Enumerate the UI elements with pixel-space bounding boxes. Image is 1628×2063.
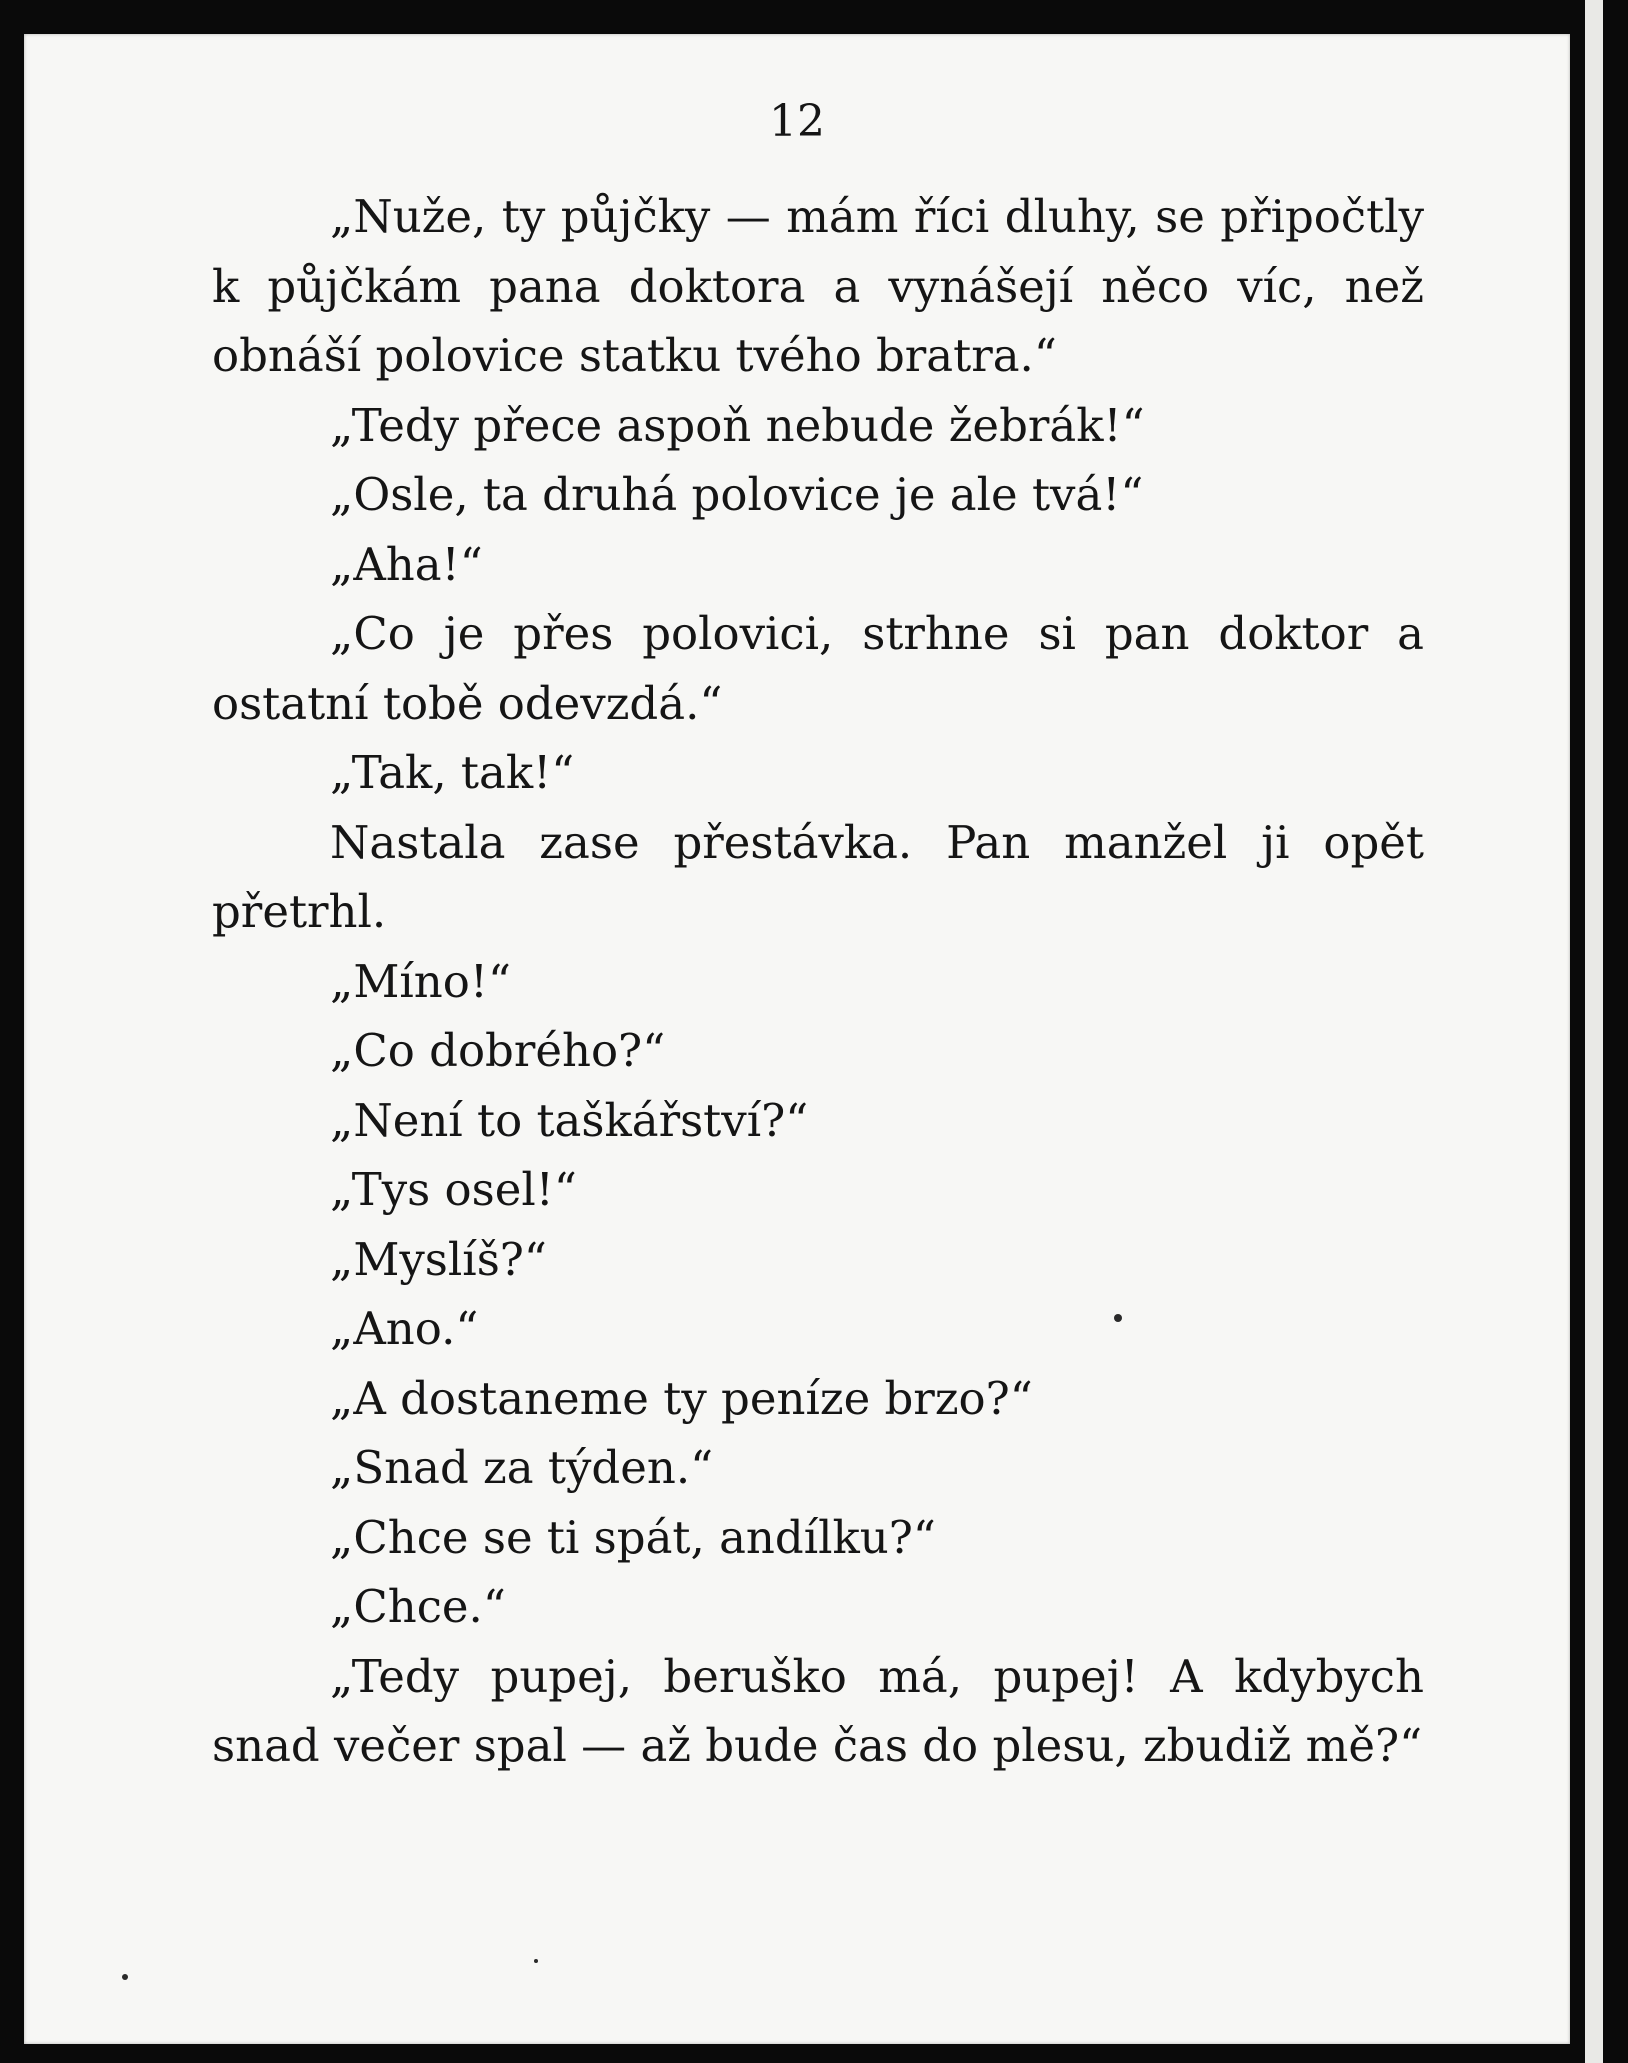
paragraph: „Myslíš?“ bbox=[330, 1232, 547, 1286]
paragraph: „Ano.“ bbox=[330, 1302, 479, 1355]
paragraph: „Chce.“ bbox=[330, 1580, 506, 1633]
scan-speck bbox=[534, 1959, 538, 1963]
paragraph: „Tedy přece aspoň nebude žebrák!“ bbox=[330, 398, 1145, 452]
page-edge bbox=[1585, 0, 1603, 2063]
scan-speck bbox=[1114, 1314, 1122, 1322]
paragraph: „Snad za týden.“ bbox=[330, 1441, 714, 1494]
paragraph: „Tak, tak!“ bbox=[330, 746, 575, 799]
paragraph: Nastala zase přestávka. Pan manžel ji opět přetrhl. bbox=[212, 815, 1424, 938]
page-body bbox=[212, 182, 1424, 1781]
paragraph: „Tys osel!“ bbox=[330, 1163, 577, 1216]
book-page bbox=[24, 34, 1570, 2044]
scan-speck bbox=[122, 1974, 128, 1980]
paragraph: „Aha!“ bbox=[330, 537, 483, 591]
paragraph: „Co je přes polovici, strhne si pan doktor a ostatní tobě odevzdá.“ bbox=[212, 607, 1424, 730]
paragraph: „Osle, ta druhá polovice je ale tvá!“ bbox=[330, 468, 1144, 521]
paragraph: „Chce se ti spát, andílku?“ bbox=[330, 1510, 936, 1564]
page-number: 12 bbox=[769, 96, 825, 147]
paragraph: „Tedy pupej, beruško má, pupej! A kdybych snad večer spal — až bude čas do plesu, zbudiž mě?“ bbox=[212, 1649, 1424, 1772]
paragraph: „Není to taškářství?“ bbox=[330, 1093, 809, 1147]
paragraph: „A dostaneme ty peníze brzo?“ bbox=[330, 1371, 1033, 1425]
paragraph: „Míno!“ bbox=[330, 954, 511, 1008]
paragraph: „Co dobrého?“ bbox=[330, 1024, 666, 1077]
paragraph: „Nuže, ty půjčky — mám říci dluhy, se připočtly k půjčkám pana doktora a vynášejí něco víc, než obnáší polovice statku tvého bratra.“ bbox=[212, 190, 1424, 382]
